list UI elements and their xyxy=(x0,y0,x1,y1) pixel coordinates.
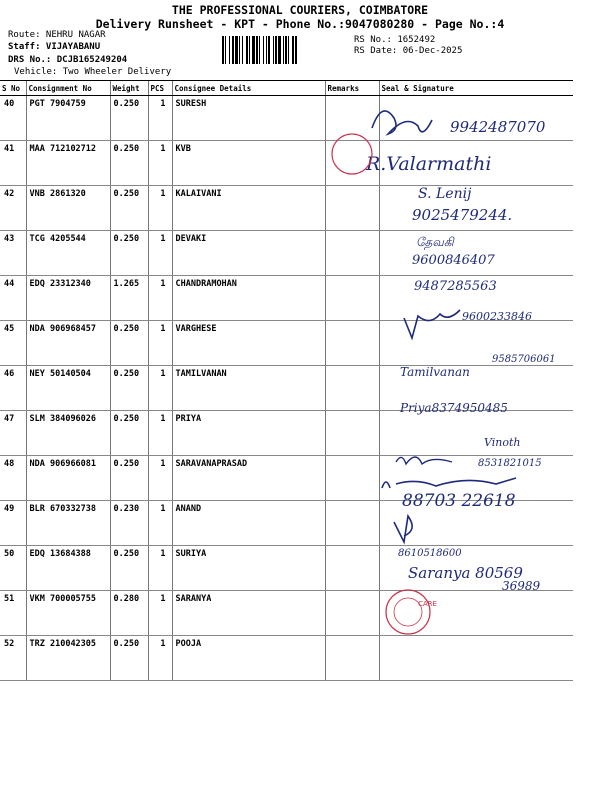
staff-label: Staff: VIJAYABANU xyxy=(8,42,101,52)
table-row xyxy=(0,546,573,591)
cell-consignee: DEVAKI xyxy=(172,231,325,276)
table-row xyxy=(0,186,573,231)
handwritten-phone: 9025479244. xyxy=(412,206,513,224)
cell-consignee: VARGHESE xyxy=(172,321,325,366)
cell-seal xyxy=(379,456,573,501)
cell-seal xyxy=(379,591,573,636)
cell-pcs: 1 xyxy=(148,186,172,231)
cell-pcs: 1 xyxy=(148,546,172,591)
handwritten-phone: 88703 22618 xyxy=(402,491,516,511)
cell-consignee: SARANYA xyxy=(172,591,325,636)
cell-weight: 0.250 xyxy=(110,546,148,591)
handwritten-name: Vinoth xyxy=(484,436,521,449)
cell-pcs: 1 xyxy=(148,501,172,546)
handwritten-name: R.Valarmathi xyxy=(366,153,492,175)
cell-seal xyxy=(379,141,573,186)
cell-weight: 1.265 xyxy=(110,276,148,321)
cell-seal xyxy=(379,366,573,411)
cell-weight: 0.250 xyxy=(110,321,148,366)
route-label: Route: NEHRU NAGAR xyxy=(8,30,106,40)
cell-pcs: 1 xyxy=(148,411,172,456)
cell-consignee: KALAIVANI xyxy=(172,186,325,231)
cell-remarks xyxy=(325,96,379,141)
cell-remarks xyxy=(325,501,379,546)
cell-remarks xyxy=(325,546,379,591)
rs-date: RS Date: 06-Dec-2025 xyxy=(354,46,463,56)
table-row xyxy=(0,276,573,321)
cell-consignment: MAA 712102712 xyxy=(26,141,110,186)
cell-remarks xyxy=(325,591,379,636)
cell-remarks xyxy=(325,141,379,186)
handwritten-phone: 9942487070 xyxy=(450,118,546,136)
runsheet-table xyxy=(0,80,573,681)
cell-pcs: 1 xyxy=(148,96,172,141)
cell-sno: 51 xyxy=(0,591,26,636)
cell-remarks xyxy=(325,321,379,366)
cell-sno: 48 xyxy=(0,456,26,501)
cell-remarks xyxy=(325,636,379,681)
handwritten-phone: 9487285563 xyxy=(414,279,497,294)
column-header-weight: Weight xyxy=(110,81,148,96)
cell-seal xyxy=(379,231,573,276)
cell-pcs: 1 xyxy=(148,591,172,636)
cell-seal xyxy=(379,321,573,366)
cell-seal xyxy=(379,546,573,591)
column-header-remarks: Remarks xyxy=(325,81,379,96)
table-header-row xyxy=(0,81,573,96)
vehicle-label: Vehicle: Two Wheeler Delivery xyxy=(14,67,172,77)
cell-weight: 0.250 xyxy=(110,366,148,411)
cell-consignment: VNB 2861320 xyxy=(26,186,110,231)
cell-seal xyxy=(379,411,573,456)
cell-consignment: NDA 906968457 xyxy=(26,321,110,366)
handwritten-name-phone: Priya8374950485 xyxy=(400,401,508,415)
cell-seal xyxy=(379,96,573,141)
cell-sno: 41 xyxy=(0,141,26,186)
runsheet-title: Delivery Runsheet - KPT - Phone No.:9047080280 - Page No.:4 xyxy=(95,17,505,31)
cell-sno: 49 xyxy=(0,501,26,546)
handwritten-phone: 9600233846 xyxy=(462,310,532,323)
cell-sno: 47 xyxy=(0,411,26,456)
cell-weight: 0.250 xyxy=(110,636,148,681)
cell-remarks xyxy=(325,276,379,321)
cell-consignee: CHANDRAMOHAN xyxy=(172,276,325,321)
table-row xyxy=(0,321,573,366)
cell-consignment: NDA 906966081 xyxy=(26,456,110,501)
cell-weight: 0.230 xyxy=(110,501,148,546)
table-row xyxy=(0,501,573,546)
table-row xyxy=(0,366,573,411)
handwritten-name-phone: Saranya 80569 xyxy=(408,564,523,582)
cell-pcs: 1 xyxy=(148,141,172,186)
cell-sno: 46 xyxy=(0,366,26,411)
company-title: THE PROFESSIONAL COURIERS, COIMBATORE xyxy=(171,3,429,17)
cell-weight: 0.250 xyxy=(110,456,148,501)
column-header-sno: S No xyxy=(0,81,26,96)
cell-seal xyxy=(379,186,573,231)
column-header-consignment: Consignment No xyxy=(26,81,110,96)
cell-consignee: SARAVANAPRASAD xyxy=(172,456,325,501)
column-header-consignee: Consignee Details xyxy=(172,81,325,96)
stamp-text: CARE xyxy=(418,600,437,608)
cell-weight: 0.250 xyxy=(110,186,148,231)
drs-number: DRS No.: DCJB165249204 xyxy=(8,55,128,65)
handwritten-name: Tamilvanan xyxy=(400,365,470,379)
cell-remarks xyxy=(325,366,379,411)
cell-consignee: POOJA xyxy=(172,636,325,681)
cell-weight: 0.280 xyxy=(110,591,148,636)
table-row xyxy=(0,411,573,456)
cell-seal xyxy=(379,276,573,321)
cell-consignment: NEY 50140504 xyxy=(26,366,110,411)
cell-consignment: VKM 700005755 xyxy=(26,591,110,636)
cell-consignee: SURESH xyxy=(172,96,325,141)
cell-consignee: TAMILVANAN xyxy=(172,366,325,411)
cell-consignee: ANAND xyxy=(172,501,325,546)
cell-sno: 43 xyxy=(0,231,26,276)
table-row xyxy=(0,636,573,681)
cell-consignment: EDQ 23312340 xyxy=(26,276,110,321)
cell-consignee: KVB xyxy=(172,141,325,186)
cell-consignment: EDQ 13684388 xyxy=(26,546,110,591)
cell-consignee: PRIYA xyxy=(172,411,325,456)
column-header-pcs: PCS xyxy=(148,81,172,96)
cell-pcs: 1 xyxy=(148,636,172,681)
handwritten-phone: 9600846407 xyxy=(412,253,495,268)
cell-consignment: TCG 4205544 xyxy=(26,231,110,276)
table-row xyxy=(0,96,573,141)
handwritten-phone: 8531821015 xyxy=(478,458,542,469)
cell-consignment: PGT 7904759 xyxy=(26,96,110,141)
barcode xyxy=(222,36,350,64)
cell-remarks xyxy=(325,186,379,231)
handwritten-name: S. Lenij xyxy=(418,186,472,202)
table-row xyxy=(0,591,573,636)
cell-sno: 40 xyxy=(0,96,26,141)
cell-weight: 0.250 xyxy=(110,231,148,276)
cell-sno: 42 xyxy=(0,186,26,231)
cell-consignment: TRZ 210042305 xyxy=(26,636,110,681)
cell-sno: 44 xyxy=(0,276,26,321)
handwritten-phone: 9585706061 xyxy=(492,354,556,365)
cell-sno: 45 xyxy=(0,321,26,366)
cell-weight: 0.250 xyxy=(110,411,148,456)
cell-remarks xyxy=(325,231,379,276)
cell-weight: 0.250 xyxy=(110,96,148,141)
cell-seal xyxy=(379,501,573,546)
table-row xyxy=(0,456,573,501)
handwritten-name: தேவகி xyxy=(416,235,454,249)
cell-remarks xyxy=(325,456,379,501)
handwritten-phone: 8610518600 xyxy=(398,548,462,559)
cell-sno: 50 xyxy=(0,546,26,591)
handwritten-phone: 36989 xyxy=(502,579,541,593)
cell-weight: 0.250 xyxy=(110,141,148,186)
cell-pcs: 1 xyxy=(148,276,172,321)
column-header-seal: Seal & Signature xyxy=(379,81,573,96)
cell-pcs: 1 xyxy=(148,366,172,411)
table-row xyxy=(0,231,573,276)
table-row xyxy=(0,141,573,186)
rs-number: RS No.: 1652492 xyxy=(354,35,436,45)
cell-consignment: BLR 670332738 xyxy=(26,501,110,546)
cell-consignment: SLM 384096026 xyxy=(26,411,110,456)
cell-sno: 52 xyxy=(0,636,26,681)
cell-pcs: 1 xyxy=(148,321,172,366)
cell-pcs: 1 xyxy=(148,456,172,501)
cell-seal xyxy=(379,636,573,681)
cell-consignee: SURIYA xyxy=(172,546,325,591)
cell-pcs: 1 xyxy=(148,231,172,276)
cell-remarks xyxy=(325,411,379,456)
